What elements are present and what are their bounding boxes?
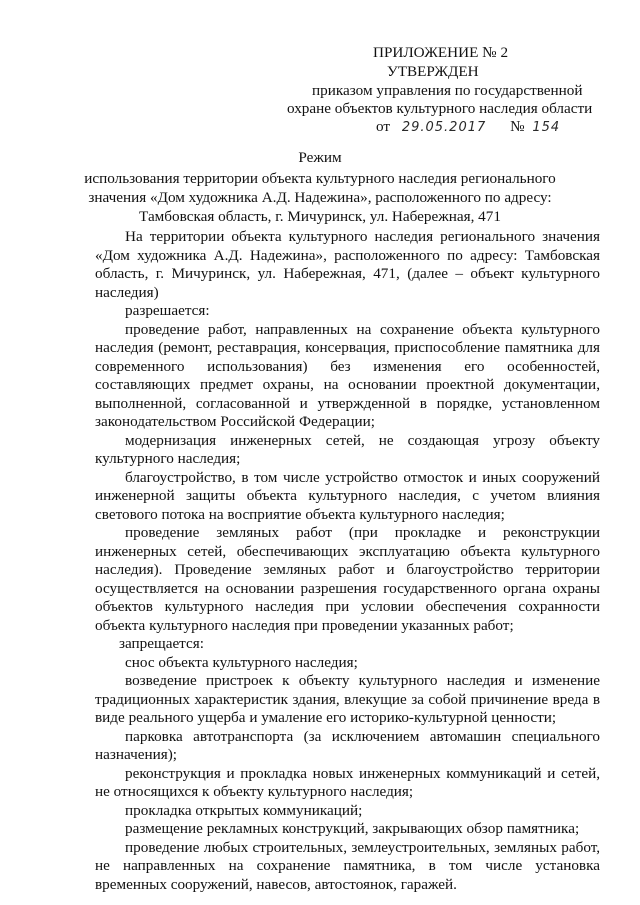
- forbidden-label: запрещается:: [119, 635, 204, 652]
- forbidden-item: проведение любых строительных, землеустроительных, земляных работ, не направленных на сохранение памятника, в том числе установка временных сооружений, навесов, автостоянок, гаражей.: [95, 838, 600, 893]
- number-prefix: №: [510, 118, 525, 135]
- appendix-label: ПРИЛОЖЕНИЕ № 2: [373, 44, 509, 61]
- title-heading: Режим: [298, 149, 342, 166]
- title-line-2: значения «Дом художника А.Д. Надежина», расположенного по адресу:: [88, 189, 552, 206]
- allowed-item: проведение земляных работ (при прокладке и реконструкции инженерных сетей, обеспечивающих эксплуатацию объекта культурного наследия). Проведение земляных работ и благоустройство территории осуществляется на основании разрешения государственного органа охраны объектов культурного наследия при условии обеспечения сохранности объекта культурного наследия при проведении указанных работ;: [95, 524, 600, 634]
- intro-paragraph: На территории объекта культурного наследия регионального значения «Дом художника А.Д. Надежина», расположенного по адресу: Тамбовская область, г. Мичуринск, ул. Набережная, 471, (далее – объект культурного наследия): [95, 228, 600, 301]
- order-line-2: охране объектов культурного наследия области: [287, 100, 593, 117]
- forbidden-item: реконструкция и прокладка новых инженерных коммуникаций и сетей, не относящихся к объекту культурного наследия;: [95, 764, 600, 800]
- forbidden-item: прокладка открытых коммуникаций;: [125, 801, 363, 819]
- approved-label: УТВЕРЖДЕН: [387, 63, 479, 80]
- allowed-item: модернизация инженерных сетей, не создающая угрозу объекту культурного наследия;: [95, 431, 600, 467]
- forbidden-item: возведение пристроек к объекту культурного наследия и изменение традиционных характеристик здания, влекущие за собой причинение вреда в виде реального ущерба и умаление его историко-культурной ценности;: [95, 672, 600, 726]
- forbidden-item: размещение рекламных конструкций, закрывающих обзор памятника;: [125, 820, 580, 837]
- forbidden-item: снос объекта культурного наследия;: [125, 653, 358, 671]
- title-line-1: использования территории объекта культурного наследия регионального: [84, 170, 556, 187]
- order-line-1: приказом управления по государственной: [312, 82, 583, 99]
- regime-body: [95, 228, 600, 894]
- document-title: [0, 148, 640, 226]
- handwritten-date: 29.05.2017: [401, 120, 487, 135]
- forbidden-item: парковка автотранспорта (за исключением автомашин специального назначения);: [95, 727, 600, 763]
- allowed-item: благоустройство, в том числе устройство отмосток и иных сооружений инженерной защиты объекта культурного наследия, с учетом влияния светового потока на восприятие объекта культурного наследия;: [95, 468, 600, 523]
- order-date-line: [376, 118, 560, 137]
- allowed-label: разрешается:: [125, 302, 210, 319]
- handwritten-number: 154: [532, 120, 561, 135]
- date-prefix: от: [376, 118, 391, 135]
- allowed-item: проведение работ, направленных на сохранение объекта культурного наследия (ремонт, реставрация, консервация, приспособление памятника для современного использования) без изменения его особенностей, составляющих предмет охраны, на основании проектной документации, выполненной, согласованной и утвержденной в порядке, установленном законодательством Российской Федерации;: [95, 320, 600, 430]
- title-line-3: Тамбовская область, г. Мичуринск, ул. Набережная, 471: [139, 208, 501, 225]
